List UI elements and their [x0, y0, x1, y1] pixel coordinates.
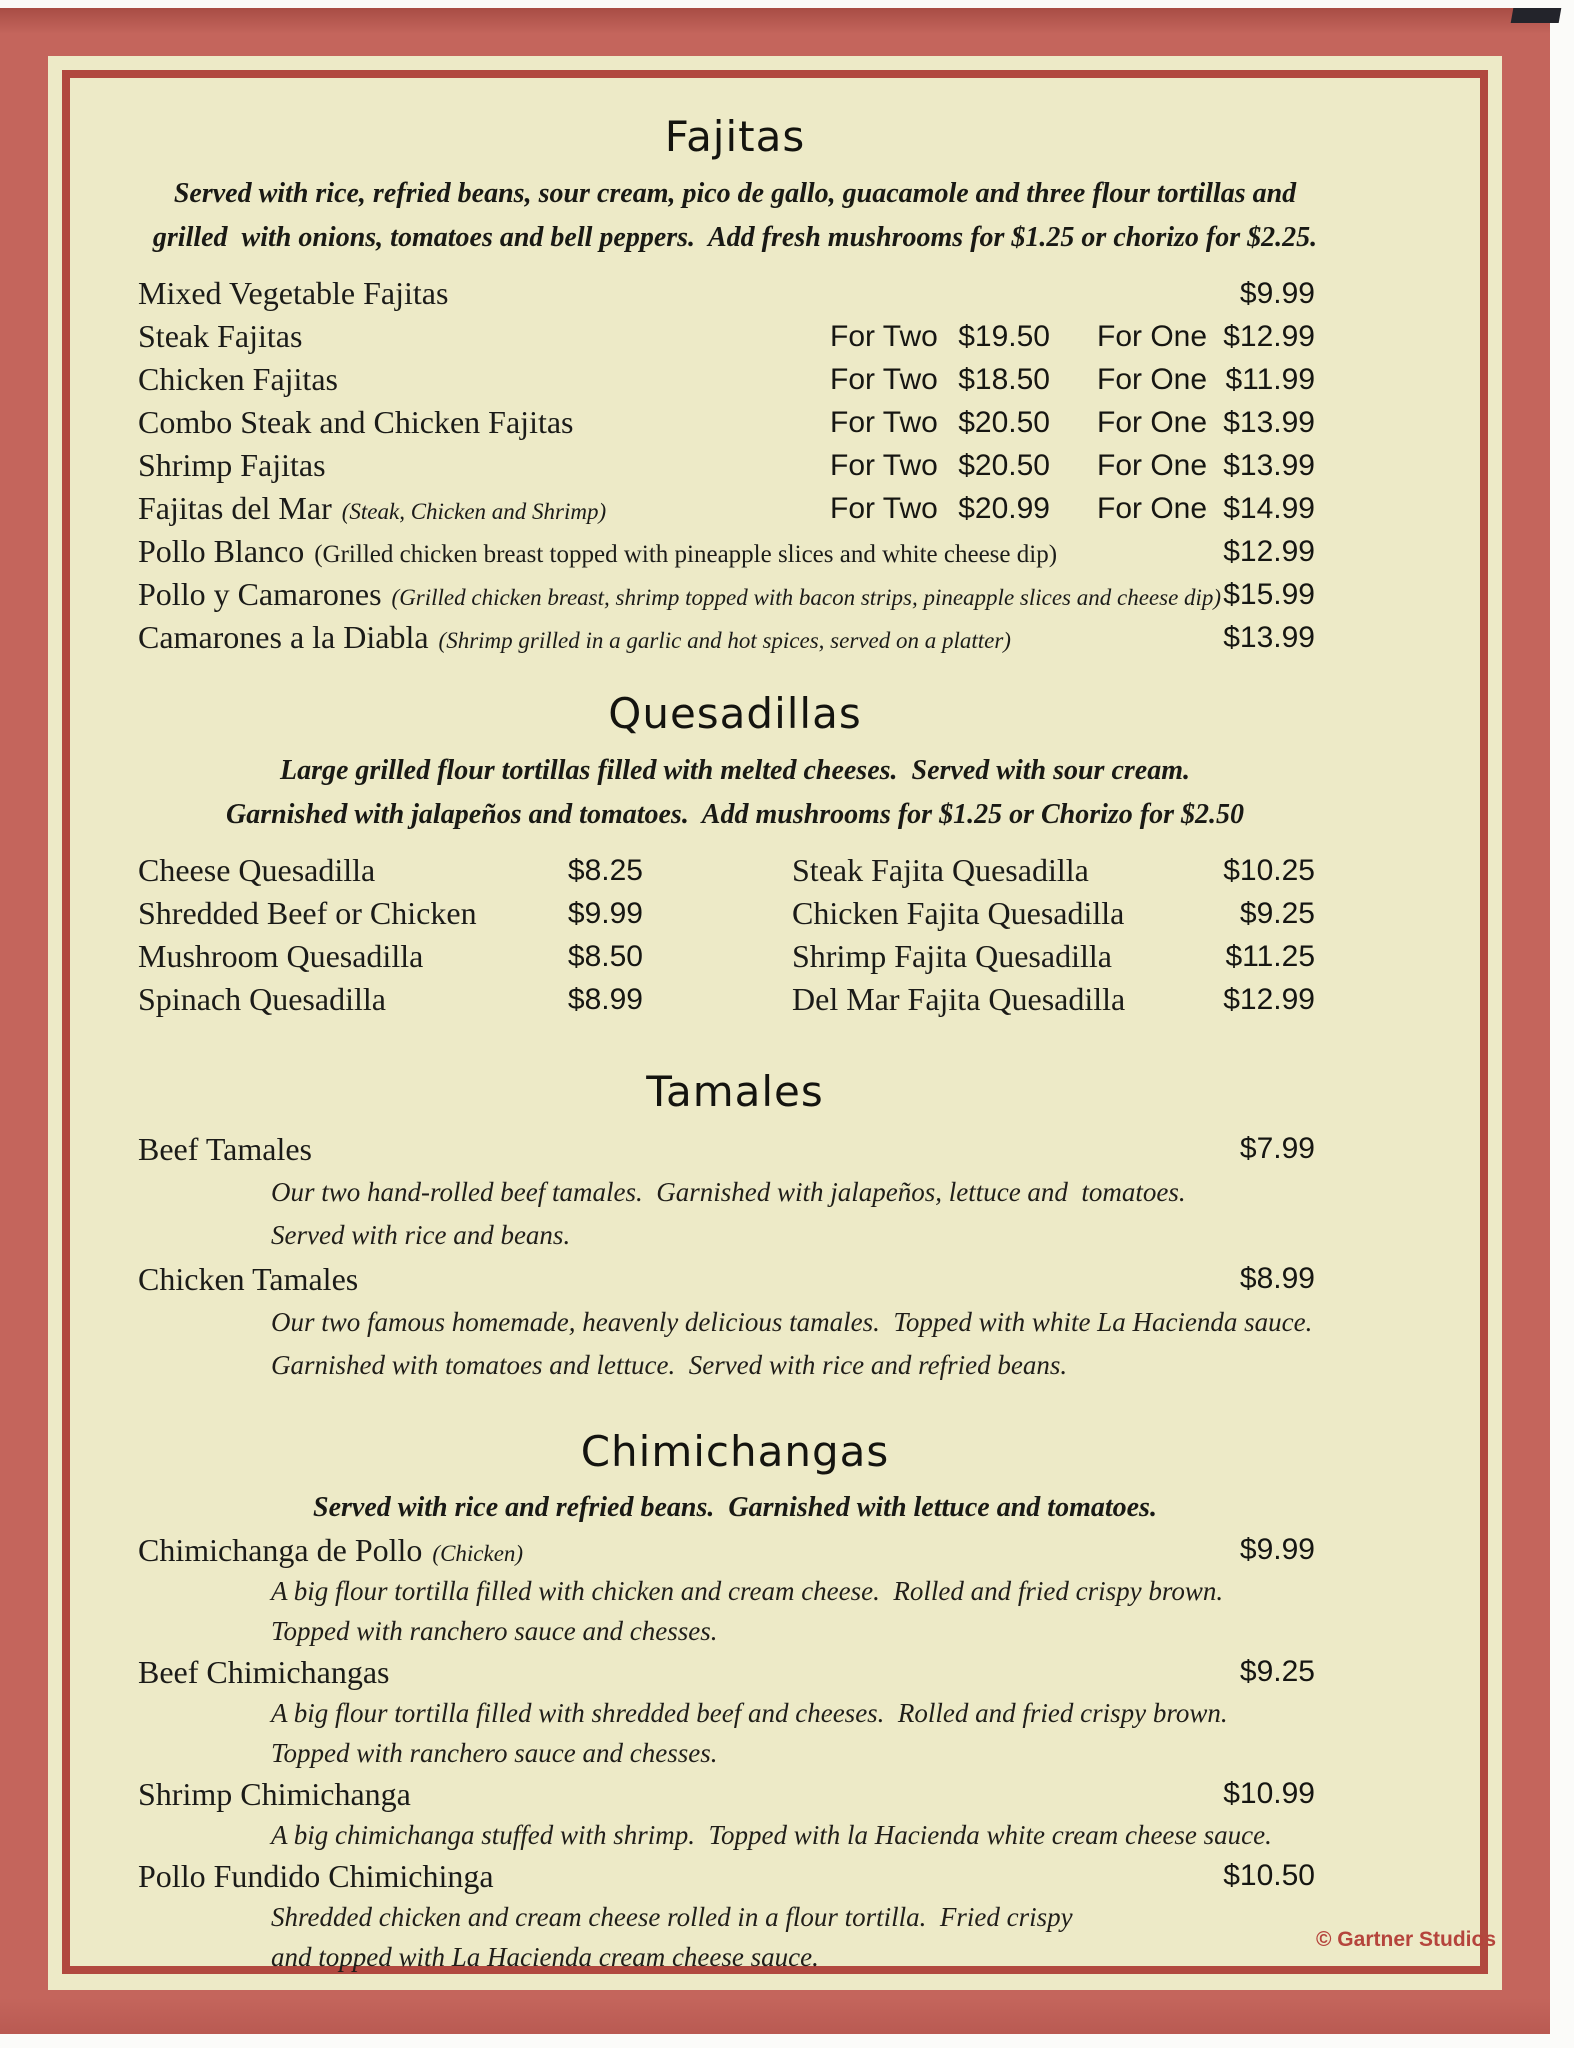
quesadilla-row [138, 849, 1480, 892]
quesadilla-row [138, 892, 1480, 935]
menu-content [70, 78, 1480, 1972]
right-item-price: $9.25 [1239, 897, 1315, 930]
menu-item-row [138, 1529, 1480, 1571]
quesadillas-rows [138, 849, 1480, 1021]
for-one-label: For One [1097, 449, 1208, 482]
item-price: $9.99 [1239, 277, 1315, 310]
item-name-text: Fajitas del Mar [138, 490, 332, 526]
quesadillas-subtitle-2: Garnished with jalapeños and tomatoes. Add mushrooms for $1.25 or Chorizo for $2.50 [225, 799, 1245, 830]
item-name-text: Chimichanga de Pollo [138, 1532, 423, 1568]
for-one-price: $12.99 [1223, 320, 1315, 353]
fajitas-rows [138, 272, 1480, 659]
for-one-price: $14.99 [1223, 492, 1315, 525]
item-name [138, 573, 1221, 619]
menu-item-row [138, 616, 1480, 659]
item-name: Shrimp Fajitas [138, 447, 326, 483]
item-note: (Shrimp grilled in a garlic and hot spices, served on a platter) [438, 628, 1011, 653]
fajitas-title: Fajitas [664, 112, 806, 161]
for-two-label: For Two [830, 406, 938, 439]
for-two-label: For Two [830, 363, 938, 396]
inner-border [62, 70, 1488, 1974]
for-one-label: For One [1097, 320, 1208, 353]
item-desc-line-2: Topped with ranchero sauce and chesses. [271, 1738, 718, 1768]
item-name: Beef Chimichangas [138, 1654, 390, 1690]
item-name: Chicken Tamales [138, 1261, 359, 1297]
section-chimichangas [138, 1417, 1480, 1977]
tamales-title: Tamales [646, 1067, 824, 1116]
quesadillas-title: Quesadillas [608, 689, 862, 738]
quesadilla-row [138, 935, 1480, 978]
menu-item-row [138, 1773, 1480, 1815]
item-name: Steak Fajitas [138, 318, 303, 354]
item-name: Beef Tamales [138, 1131, 312, 1167]
item-name [138, 1529, 523, 1575]
right-item-price: $11.25 [1225, 940, 1315, 973]
item-price: $15.99 [1223, 578, 1315, 611]
right-item-name: Steak Fajita Quesadilla [792, 852, 1089, 888]
right-item-name: Chicken Fajita Quesadilla [792, 895, 1125, 931]
for-one-label: For One [1097, 492, 1208, 525]
section-fajitas [138, 102, 1480, 659]
right-item-name: Del Mar Fajita Quesadilla [792, 981, 1126, 1017]
item-price: $12.99 [1223, 535, 1315, 568]
item-price: $9.25 [1239, 1655, 1315, 1688]
for-two-price: $19.50 [958, 320, 1050, 353]
for-two-price: $18.50 [958, 363, 1050, 396]
item-note: (Grilled chicken breast, shrimp topped with bacon strips, pineapple slices and cheese dip) [391, 585, 1222, 610]
menu-item-row [138, 573, 1480, 616]
left-item-price: $9.99 [567, 897, 643, 930]
quesadillas-subtitle-1: Large grilled flour tortillas filled with melted cheeses. Served with sour cream. [280, 755, 1190, 786]
fajitas-subtitle-1: Served with rice, refried beans, sour cream, pico de gallo, guacamole and three flour tortillas and [173, 178, 1297, 209]
item-name: Combo Steak and Chicken Fajitas [138, 404, 574, 440]
item-price: $13.99 [1223, 621, 1315, 654]
menu-item-row [138, 1257, 1480, 1301]
menu-page [0, 8, 1550, 2034]
menu-item-row [138, 315, 1480, 358]
right-item-price: $12.99 [1223, 983, 1315, 1016]
left-item-price: $8.25 [567, 854, 643, 887]
for-one-price: $11.99 [1225, 363, 1315, 396]
item-note: (Grilled chicken breast topped with pineapple slices and white cheese dip) [314, 541, 1058, 568]
scan-artifact [1511, 8, 1562, 23]
menu-item-row [138, 358, 1480, 401]
left-item-price: $8.50 [567, 940, 643, 973]
chimichangas-subtitle: Served with rice and refried beans. Garnished with lettuce and tomatoes. [313, 1492, 1157, 1523]
menu-item-row [138, 401, 1480, 444]
left-item-name: Cheese Quesadilla [138, 852, 376, 888]
section-quesadillas [138, 679, 1480, 1021]
for-one-label: For One [1097, 406, 1208, 439]
for-one-price: $13.99 [1223, 406, 1315, 439]
for-two-label: For Two [830, 320, 938, 353]
for-one-label: For One [1097, 363, 1208, 396]
item-name: Chicken Fajitas [138, 361, 338, 397]
item-name [138, 616, 1011, 662]
item-desc-line-2: and topped with La Hacienda cream cheese sauce. [271, 1942, 819, 1972]
section-tamales [138, 1057, 1480, 1387]
item-price: $10.99 [1223, 1777, 1315, 1810]
left-item-name: Mushroom Quesadilla [138, 938, 424, 974]
item-name-text: Pollo Blanco [138, 533, 305, 569]
right-item-name: Shrimp Fajita Quesadilla [792, 938, 1112, 974]
menu-item-row [138, 272, 1480, 315]
chimichangas-title: Chimichangas [580, 1427, 890, 1476]
menu-item-row [138, 444, 1480, 487]
item-name: Pollo Fundido Chimichinga [138, 1858, 494, 1894]
for-one-price: $13.99 [1223, 449, 1315, 482]
item-desc-line-1: Shredded chicken and cream cheese rolled in a flour tortilla. Fried crispy [271, 1902, 1073, 1932]
menu-item-row [138, 1127, 1480, 1171]
item-desc-line-1: Our two famous homemade, heavenly delicious tamales. Topped with white La Hacienda sauce. [271, 1307, 1313, 1337]
item-desc-line-1: A big flour tortilla filled with shredded beef and cheeses. Rolled and fried crispy brown. [271, 1698, 1228, 1728]
item-name [138, 530, 1057, 576]
right-item-price: $10.25 [1223, 854, 1315, 887]
item-price: $8.99 [1239, 1262, 1315, 1295]
item-desc-line-1: Our two hand-rolled beef tamales. Garnished with jalapeños, lettuce and tomatoes. [271, 1177, 1186, 1207]
left-item-name: Spinach Quesadilla [138, 981, 386, 1017]
quesadilla-row [138, 978, 1480, 1021]
left-item-price: $8.99 [567, 983, 643, 1016]
menu-item-row [138, 487, 1480, 530]
menu-item-row [138, 1651, 1480, 1693]
item-name [138, 487, 606, 533]
menu-item-row [138, 1855, 1480, 1897]
item-note: (Steak, Chicken and Shrimp) [341, 499, 607, 524]
item-desc-line-2: Served with rice and beans. [271, 1220, 571, 1250]
for-two-label: For Two [830, 449, 938, 482]
for-two-label: For Two [830, 492, 938, 525]
left-item-name: Shredded Beef or Chicken [138, 895, 477, 931]
item-name-text: Camarones a la Diabla [138, 619, 429, 655]
for-two-price: $20.99 [958, 492, 1050, 525]
item-price: $10.50 [1223, 1859, 1315, 1892]
item-note: (Chicken) [432, 1541, 524, 1566]
item-price: $7.99 [1239, 1132, 1315, 1165]
for-two-price: $20.50 [958, 449, 1050, 482]
fajitas-subtitle-2: grilled with onions, tomatoes and bell peppers. Add fresh mushrooms for $1.25 or chorizo for $2.25. [152, 222, 1318, 253]
menu-panel [48, 56, 1502, 1990]
item-name: Shrimp Chimichanga [138, 1776, 411, 1812]
for-two-price: $20.50 [958, 406, 1050, 439]
item-desc-line-1: A big chimichanga stuffed with shrimp. Topped with la Hacienda white cream cheese sauce. [271, 1820, 1272, 1850]
item-desc-line-1: A big flour tortilla filled with chicken and cream cheese. Rolled and fried crispy brown. [271, 1576, 1224, 1606]
menu-item-row [138, 530, 1480, 573]
item-name: Mixed Vegetable Fajitas [138, 275, 449, 311]
item-name-text: Pollo y Camarones [138, 576, 382, 612]
item-desc-line-2: Garnished with tomatoes and lettuce. Served with rice and refried beans. [271, 1350, 1068, 1380]
item-desc-line-2: Topped with ranchero sauce and chesses. [271, 1616, 718, 1646]
footer-credit: © Gartner Studios [1316, 1928, 1496, 1951]
item-price: $9.99 [1239, 1533, 1315, 1566]
